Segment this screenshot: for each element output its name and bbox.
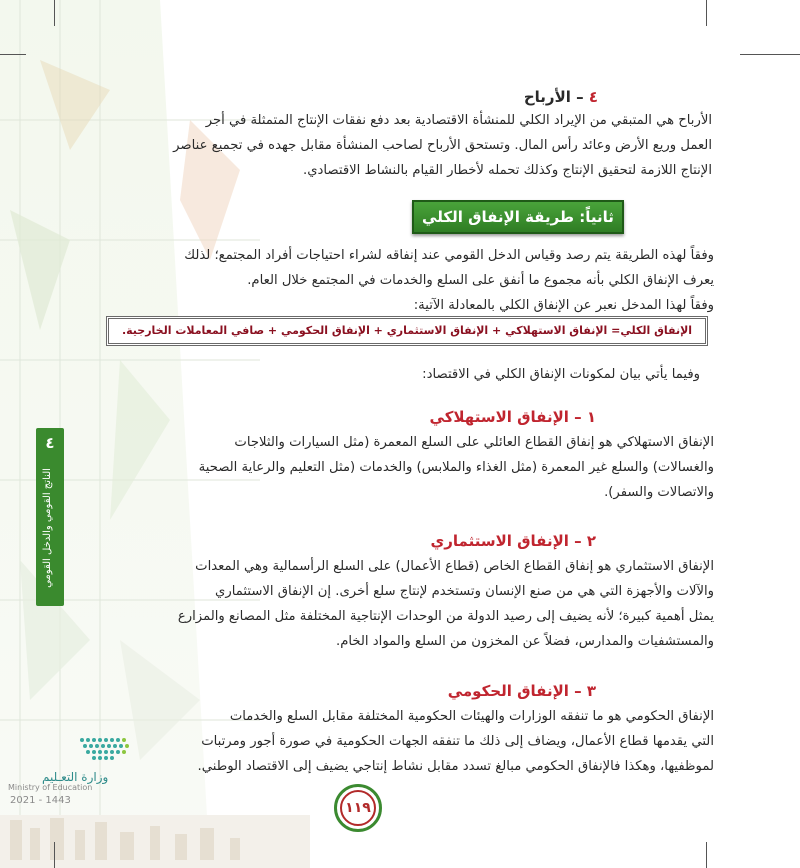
investment-heading: ٢ – الإنفاق الاستثماري [430,532,596,550]
text-line: وفقاً لهذه الطريقة يتم رصد وقياس الدخل القومي عند إنفاقه لشراء احتياجات أفراد المجتمع؛ لذلك [184,248,714,263]
section-profits-heading [420,88,598,106]
chapter-side-tab [36,428,64,606]
ministry-name-english: Ministry of Education [8,783,93,792]
text-line: والآلات والأجهزة التي هي من صنع الإنسان وتستخدم لإنتاج سلع أخرى. إن الإنفاق الاستثماري [215,584,714,599]
text-line: يمثل أهمية كبيرة؛ لأنه يضيف إلى رصيد الدولة من الوحدات الإنتاجية المختلفة مثل المصانع والمزارع [177,609,714,624]
crop-mark [54,0,55,26]
text-line: وفقاً لهذا المدخل نعبر عن الإنفاق الكلي بالمعادلة الآتية: [413,298,714,313]
section-banner: ثانياً: طريقة الإنفاق الكلي [412,200,624,234]
crop-mark [740,54,800,55]
crop-mark [706,0,707,26]
government-text [100,704,714,779]
ministry-name-arabic: وزارة التعـليم [42,770,109,784]
ministry-logo-icon [78,736,130,766]
text-line: يعرف الإنفاق الكلي بأنه مجموع ما أنفق على السلع والخدمات في المجتمع خلال العام. [247,273,714,288]
components-intro: وفيما يأتي بيان لمكونات الإنفاق الكلي في الاقتصاد: [422,367,700,382]
section-number: ٤ [588,88,598,106]
text-line: العمل وريع الأرض وعائد رأس المال. وتستحق الأرباح لصاحب المنشأة مقابل جهده في تجميع عناصر [173,138,712,153]
edition-year: 2021 - 1443 [10,795,71,806]
page-number: ١١٩ [340,790,376,826]
section-profits-text [100,108,712,183]
text-line: والمستشفيات والمدارس، فضلاً عن المخزون من السلع والمواد الخام. [336,634,714,649]
consumption-heading: ١ – الإنفاق الاستهلاكي [429,408,596,426]
crop-mark [0,54,26,55]
crop-mark [54,842,55,868]
text-line: الإنفاق الحكومي هو ما تنفقه الوزارات والهيئات الحكومية المختلفة مقابل السلع والخدمات [229,709,714,724]
intro-text [100,243,714,318]
text-line: الإنفاق الاستهلاكي هو إنفاق القطاع العائلي على السلع المعمرة (مثل السيارات والثلاجات [234,435,714,450]
text-line: لموظفيها، وهكذا فالإنفاق الحكومي مبالغ تسدد مقابل نشاط إنتاجي يضيف إلى الاقتصاد الوطني. [197,759,714,774]
text-line: والغسالات) والسلع غير المعمرة (مثل الغذاء والملابس) والخدمات (مثل التعليم والرعاية الصحية [198,460,714,475]
chapter-number: ٤ [45,434,55,452]
text-line: التي يقدمها قطاع الأعمال، ويضاف إلى ذلك ما تنفقه الجهات الحكومية في صورة أجور ومرتبات [201,734,714,749]
consumption-text [100,430,714,505]
crop-mark [706,842,707,868]
investment-text [100,554,714,654]
text-line: الإنفاق الاستثماري هو إنفاق القطاع الخاص (قطاع الأعمال) على السلع الرأسمالية وهي المعدات [195,559,714,574]
text-line: الأرباح هي المتبقي من الإيراد الكلي للمنشأة الاقتصادية بعد دفع نفقات الإنتاج المتمثلة في أجر [205,113,712,128]
equation-box: الإنفاق الكلي= الإنفاق الاستهلاكي + الإنفاق الاستثماري + الإنفاق الحكومي + صافي المعاملات الخارجية. [106,316,708,346]
text-line: الإنتاج اللازمة لتحقيق الإنتاج وكذلك تحمله لأخطار القيام بالنشاط الاقتصادي. [303,163,712,178]
chapter-title: الناتج القومي والدخل القومي [42,468,53,588]
section-title: – الأرباح [523,88,584,106]
text-line: والاتصالات والسفر). [604,485,714,500]
government-heading: ٣ – الإنفاق الحكومي [447,682,596,700]
